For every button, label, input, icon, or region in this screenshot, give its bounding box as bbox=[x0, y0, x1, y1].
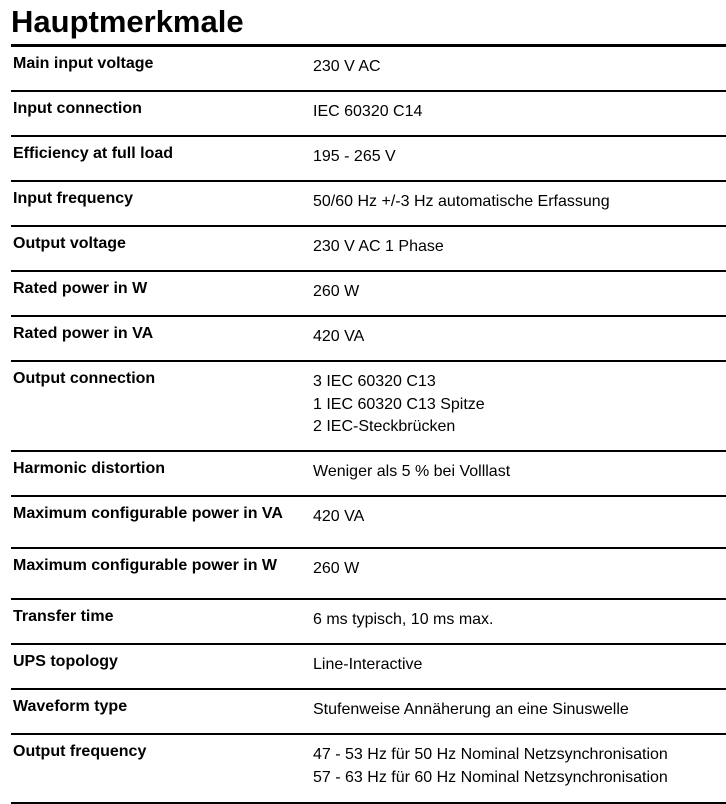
spec-value: 260 W bbox=[313, 283, 360, 300]
spec-label: Input frequency bbox=[13, 190, 134, 207]
spec-value: 230 V AC bbox=[313, 58, 381, 75]
spec-label: Maximum configurable power in W bbox=[13, 557, 278, 574]
spec-value: 3 IEC 60320 C13 1 IEC 60320 C13 Spitze 2 IEC-Steckbrücken bbox=[313, 373, 485, 435]
spec-value: 6 ms typisch, 10 ms max. bbox=[313, 611, 494, 628]
table-row bbox=[11, 47, 726, 92]
spec-value: 195 - 265 V bbox=[313, 148, 396, 165]
table-row bbox=[11, 497, 726, 549]
spec-label: Output voltage bbox=[13, 235, 126, 252]
spec-label: UPS topology bbox=[13, 653, 118, 670]
table-row bbox=[11, 452, 726, 497]
table-row bbox=[11, 272, 726, 317]
spec-value: 420 VA bbox=[313, 508, 365, 525]
spec-value: 50/60 Hz +/-3 Hz automatische Erfassung bbox=[313, 193, 610, 210]
table-row bbox=[11, 182, 726, 227]
spec-label: Waveform type bbox=[13, 698, 128, 715]
table-row bbox=[11, 549, 726, 600]
spec-label: Harmonic distortion bbox=[13, 460, 166, 477]
page-title: Hauptmerkmale bbox=[11, 4, 244, 39]
spec-value: 47 - 53 Hz für 50 Hz Nominal Netzsynchronisation 57 - 63 Hz für 60 Hz Nominal Netzsynchronisation bbox=[313, 746, 668, 786]
spec-value: Line-Interactive bbox=[313, 656, 423, 673]
spec-label: Output connection bbox=[13, 370, 156, 387]
spec-label: Main input voltage bbox=[13, 55, 154, 72]
table-row bbox=[11, 227, 726, 272]
table-row bbox=[11, 362, 726, 452]
spec-table bbox=[11, 47, 726, 804]
spec-label: Efficiency at full load bbox=[13, 145, 174, 162]
spec-label: Maximum configurable power in VA bbox=[13, 505, 283, 522]
spec-label: Transfer time bbox=[13, 608, 114, 625]
spec-label: Input connection bbox=[13, 100, 142, 117]
table-row bbox=[11, 317, 726, 362]
spec-value: 260 W bbox=[313, 560, 360, 577]
spec-value: 420 VA bbox=[313, 328, 365, 345]
table-row bbox=[11, 600, 726, 645]
spec-value: Stufenweise Annäherung an eine Sinuswelle bbox=[313, 701, 629, 718]
table-row bbox=[11, 645, 726, 690]
table-row bbox=[11, 690, 726, 735]
spec-label: Rated power in VA bbox=[13, 325, 154, 342]
table-row bbox=[11, 735, 726, 804]
table-row bbox=[11, 92, 726, 137]
spec-label: Output frequency bbox=[13, 743, 147, 760]
table-row bbox=[11, 137, 726, 182]
spec-value: Weniger als 5 % bei Volllast bbox=[313, 463, 511, 480]
spec-value: IEC 60320 C14 bbox=[313, 103, 423, 120]
spec-value: 230 V AC 1 Phase bbox=[313, 238, 444, 255]
spec-label: Rated power in W bbox=[13, 280, 148, 297]
